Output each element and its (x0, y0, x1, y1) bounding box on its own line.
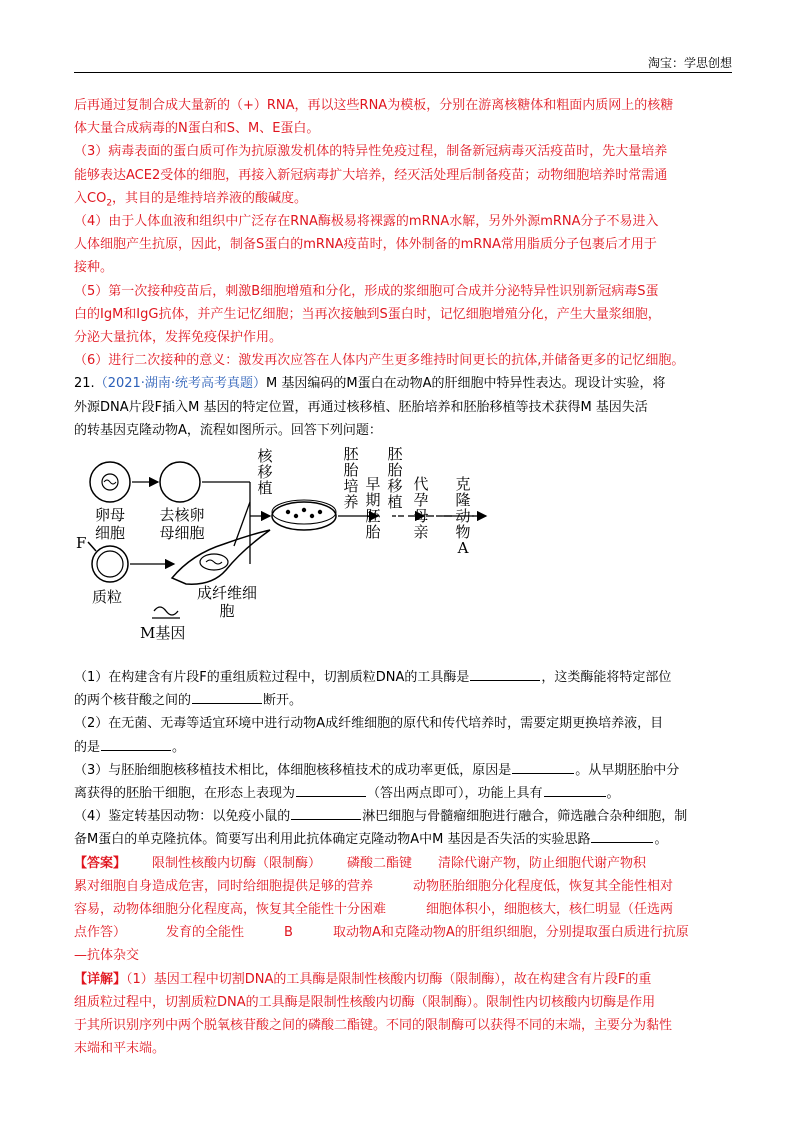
sub-question (74, 805, 734, 828)
sub-question (74, 666, 734, 689)
m-gene-label: M基因 (140, 624, 186, 643)
explanation: 组质粒过程中，切割质粒DNA的工具酶是限制性核酸内切酶（限制酶）。限制性内切核酸内切酶是作用 (74, 994, 656, 1010)
clone-animal-label: 克隆动物A (455, 475, 471, 558)
answer-blank[interactable] (470, 668, 540, 681)
oocyte-label: 卵母细胞 (94, 506, 125, 543)
answer-item: 点作答） (74, 925, 127, 941)
answer-blank[interactable] (591, 830, 653, 843)
answer-prev-line: （6）进行二次接种的意义：激发再次应答在人体内产生更多维持时间更长的抗体,并储备更多的记忆细胞。 (74, 353, 685, 369)
text-run: （答出两点即可），功能上具有 (367, 786, 543, 802)
explanation-label: 【详解】 (74, 971, 127, 987)
text-run: 断开。 (263, 693, 303, 709)
text-run: （1）基因工程中切割DNA的工具酶是限制性核酸内切酶（限制酶），故在构建含有片段F的重 (126, 971, 652, 987)
subscript: 2 (106, 198, 113, 209)
answer-prev-line: 人体细胞产生抗原，因此，制备S蛋白的mRNA疫苗时，体外制备的mRNA常用脂质分子包裹后才用于 (74, 237, 657, 253)
answer-item: 清除代谢产物，防止细胞代谢产物积 (438, 855, 647, 871)
question-source: （2021·湖南·统考高考真题） (94, 376, 267, 392)
answer-item: 累对细胞自身造成危害，同时给细胞提供足够的营养 (74, 878, 374, 894)
fragment-f-label: F (76, 534, 87, 553)
text-run: 。 (172, 739, 186, 755)
sub-question: （2）在无菌、无毒等适宜环境中进行动物A成纤维细胞的原代和传代培养时，需要定期更换培养液，目 (74, 716, 664, 732)
answer-label: 【答案】 (74, 855, 127, 871)
sub-question (74, 736, 734, 759)
nuclear-transfer-label: 核移植 (257, 447, 273, 498)
answer-item: 磷酸二酯键 (347, 855, 413, 871)
document-body (74, 94, 734, 1061)
text-run: 。 (654, 832, 668, 848)
text-run: 淋巴细胞与骨髓瘤细胞进行融合，筛选融合杂种细胞，制 (362, 809, 688, 825)
answer-blank[interactable] (192, 691, 262, 704)
text-run: （3）与胚胎细胞核移植技术相比，体细胞核移植技术的成功率更低，原因是 (74, 762, 512, 778)
answer-prev-line: 后再通过复制合成大量新的（+）RNA，再以这些RNA为模板，分别在游离核糖体和粗面内质网上的核糖 (74, 98, 674, 113)
text-run: 离获得的胚胎干细胞，在形态上表现为 (74, 786, 296, 802)
answer-block (74, 898, 734, 921)
early-embryo-label: 早期胚胎 (365, 475, 381, 542)
text-run: 。 (606, 786, 620, 802)
explanation (74, 968, 734, 991)
answer-blank[interactable] (296, 784, 366, 797)
answer-prev-line: （5）第一次接种疫苗后，刺激B细胞增殖和分化，形成的浆细胞可合成并分泌特异性识别新冠病毒S蛋 (74, 283, 659, 299)
plasmid-inner (97, 551, 123, 577)
answer-item: 容易，动物体细胞分化程度高，恢复其全能性十分困难 (74, 902, 387, 918)
sub-question (74, 828, 734, 851)
text-run: （4）鉴定转基因动物：以免疫小鼠的 (74, 809, 291, 825)
answer-blank[interactable] (544, 784, 606, 797)
enucleated-oocyte-shape (160, 462, 200, 502)
question-stem (74, 372, 734, 395)
text-run: 的两个核苷酸之间的 (74, 693, 192, 709)
answer-blank[interactable] (101, 738, 171, 751)
question-stem: 的转基因克隆动物A，流程如图所示。回答下列问题： (74, 422, 382, 438)
enucleated-oocyte-label: 去核卵母细胞 (159, 506, 205, 543)
answer-prev-line: （4）由于人体血液和组织中广泛存在RNA酶极易将裸露的mRNA水解，另外外源mRNA分子不易进入 (74, 214, 659, 230)
header-rule (74, 72, 732, 73)
petri-dish (272, 502, 336, 530)
answer-prev-line: 接种。 (74, 260, 114, 276)
answer-prev-line: 体大量合成病毒的N蛋白和S、M、E蛋白。 (74, 121, 320, 137)
answer-item: B (284, 925, 293, 941)
flow-diagram (74, 446, 734, 656)
answer-block (74, 921, 734, 944)
text-run: 入CO (74, 190, 107, 206)
sub-question (74, 759, 734, 782)
answer-block: —抗体杂交 (74, 948, 140, 964)
question-number: 21. (74, 376, 95, 392)
answer-block (74, 875, 734, 898)
sub-question (74, 782, 734, 805)
question-stem: 外源DNA片段F插入M 基因的特定位置，再通过核移植、胚胎培养和胚胎移植等技术获得M 基因失活 (74, 399, 648, 415)
text-run: ，这类酶能将特定部位 (541, 670, 672, 686)
embryo-culture-label: 胚胎培养 (343, 445, 359, 512)
page-header: 淘宝：学思创想 (647, 56, 732, 70)
answer-prev-line (74, 187, 734, 210)
answer-block (74, 852, 734, 875)
sub-question (74, 689, 734, 712)
surrogate-mother-label: 代孕母亲 (413, 475, 429, 542)
answer-blank[interactable] (291, 807, 361, 820)
answer-item: 限制性核酸内切酶（限制酶） (152, 855, 322, 871)
answer-item: 动物胚胎细胞分化程度低，恢复其全能性相对 (413, 878, 674, 894)
text-run: 的是 (74, 739, 101, 755)
answer-blank[interactable] (512, 761, 574, 774)
text-run: 备M蛋白的单克隆抗体。简要写出利用此抗体确定克隆动物A中M 基因是否失活的实验思路 (74, 832, 591, 848)
text-run: M 基因编码的M蛋白在动物A的肝细胞中特异性表达。现设计实验，将 (266, 376, 666, 392)
text-run: 。从早期胚胎中分 (575, 762, 680, 778)
embryo-transfer-label: 胚胎移植 (387, 445, 403, 512)
answer-item: 细胞体积小，细胞核大，核仁明显（任选两 (426, 902, 674, 918)
answer-prev-line: 能够表达ACE2受体的细胞，再接入新冠病毒扩大培养，经灭活处理后制备疫苗；动物细胞培养时常需通 (74, 167, 668, 183)
text-run: （1）在构建含有片段F的重组质粒过程中，切割质粒DNA的工具酶是 (74, 670, 470, 686)
m-gene-symbol (154, 607, 178, 615)
fibroblast-label: 成纤维细胞 (196, 584, 257, 621)
answer-prev-line: 白的IgM和IgG抗体，并产生记忆细胞；当再次接触到S蛋白时，记忆细胞增殖分化，产生大量浆细胞， (74, 306, 661, 322)
answer-prev-line: 分泌大量抗体，发挥免疫保护作用。 (74, 330, 283, 346)
explanation: 末端和平末端。 (74, 1041, 166, 1057)
answer-item: 发育的全能性 (166, 925, 245, 941)
answer-prev-line: （3）病毒表面的蛋白质可作为抗原激发机体的特异性免疫过程，制备新冠病毒灭活疫苗时，先大量培养 (74, 144, 668, 160)
text-run: ，其目的是维持培养液的酸碱度。 (112, 190, 308, 206)
plasmid-label: 质粒 (92, 588, 123, 607)
answer-item: 取动物A和克隆动物A的肝组织细胞，分别提取蛋白质进行抗原 (332, 925, 689, 941)
explanation: 于其所识别序列中两个脱氧核苷酸之间的磷酸二酯键。不同的限制酶可以获得不同的末端，主要分为黏性 (74, 1018, 673, 1034)
